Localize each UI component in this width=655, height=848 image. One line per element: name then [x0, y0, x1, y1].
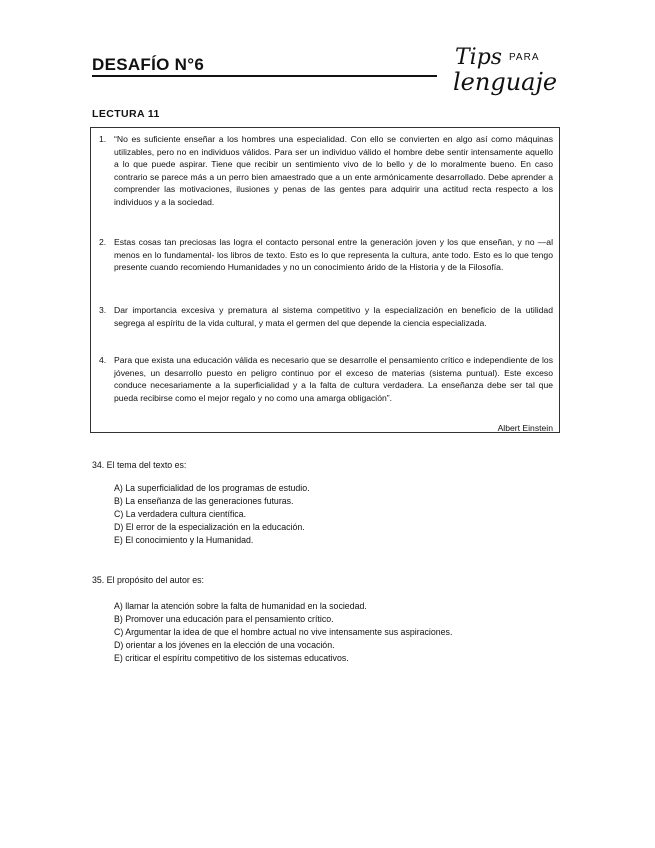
reading-paragraph [99, 304, 553, 329]
svg-text:PARA: PARA [509, 52, 540, 63]
paragraph-text: “No es suficiente enseñar a los hombres una especialidad. Con ello se convierten en algo así como máquinas utilizables, pero no en individuos válidos. Para ser un individuo válido el hombre debe sentir intensamente aquello a lo que puede aspirar. Tiene que recibir un sentimiento vivo de lo bello y de lo moralmente bueno. En caso contrario se parece más a un perro bien amaestrado que a un ente armónicamente desarrollado. Debe aprender a comprender las motivaciones, ilusiones y penas de las gentes para adquirir una actitud recta respecto a los individuos y a la sociedad. [114, 134, 553, 207]
answer-options [114, 482, 310, 547]
paragraph-text: Dar importancia excesiva y prematura al sistema competitivo y la especialización en beneficio de la utilidad segrega al espíritu de la vida cultural, y mata el germen del que depende la ciencia especializada. [114, 305, 553, 328]
question-prompt: 35. El propósito del autor es: [92, 575, 204, 585]
paragraph-number: 2. [99, 237, 107, 247]
svg-text:lenguaje: lenguaje [453, 68, 557, 96]
svg-text:Tips: Tips [455, 45, 503, 70]
title-underline [92, 75, 437, 77]
reading-paragraph [99, 354, 553, 404]
answer-option[interactable]: A) La superficialidad de los programas de estudio. [114, 483, 310, 493]
paragraph-number: 4. [99, 355, 107, 365]
answer-option[interactable]: B) La enseñanza de las generaciones futuras. [114, 496, 294, 506]
answer-option[interactable]: D) orientar a los jóvenes en la elección de una vocación. [114, 640, 335, 650]
author-signature: Albert Einstein [497, 423, 553, 433]
answer-option[interactable]: C) La verdadera cultura científica. [114, 509, 247, 519]
reading-box [90, 127, 560, 433]
paragraph-number: 3. [99, 305, 107, 315]
answer-option[interactable]: B) Promover una educación para el pensamiento crítico. [114, 614, 334, 624]
answer-option[interactable]: E) criticar el espíritu competitivo de los sistemas educativos. [114, 653, 349, 663]
reading-paragraph [99, 236, 553, 274]
reading-paragraph [99, 133, 553, 209]
tips-para-lenguaje-logo [447, 40, 557, 100]
answer-option[interactable]: C) Argumentar la idea de que el hombre actual no vive intensamente sus aspiraciones. [114, 627, 453, 637]
paragraph-text: Estas cosas tan preciosas las logra el contacto personal entre la generación joven y los que enseñan, y no —al menos en lo fundamental- los libros de texto. Esto es lo que representa la cultura, ante todo. Esto es lo que tengo presente cuando recomiendo Humanidades y no un conocimiento árido de la Historia y de la Filosofía. [114, 237, 553, 273]
answer-option[interactable]: D) El error de la especialización en la educación. [114, 522, 305, 532]
paragraph-text: Para que exista una educación válida es necesario que se desarrolle el pensamiento crítico e independiente de los jóvenes, un desarrollo puesto en peligro continuo por el exceso de materias (sistema puntual). Este exceso conduce necesariamente a la superficialidad y a la falta de cultura verdadera. La enseñanza debe ser tal que pueda recibirse como el mejor regalo y no como una amarga obligación”. [114, 355, 553, 403]
page-title: DESAFÍO N°6 [92, 55, 205, 74]
reading-heading: LECTURA 11 [92, 108, 160, 120]
question-prompt: 34. El tema del texto es: [92, 460, 187, 470]
answer-options [114, 600, 452, 665]
answer-option[interactable]: E) El conocimiento y la Humanidad. [114, 535, 254, 545]
answer-option[interactable]: A) llamar la atención sobre la falta de humanidad en la sociedad. [114, 601, 367, 611]
paragraph-number: 1. [99, 134, 107, 144]
